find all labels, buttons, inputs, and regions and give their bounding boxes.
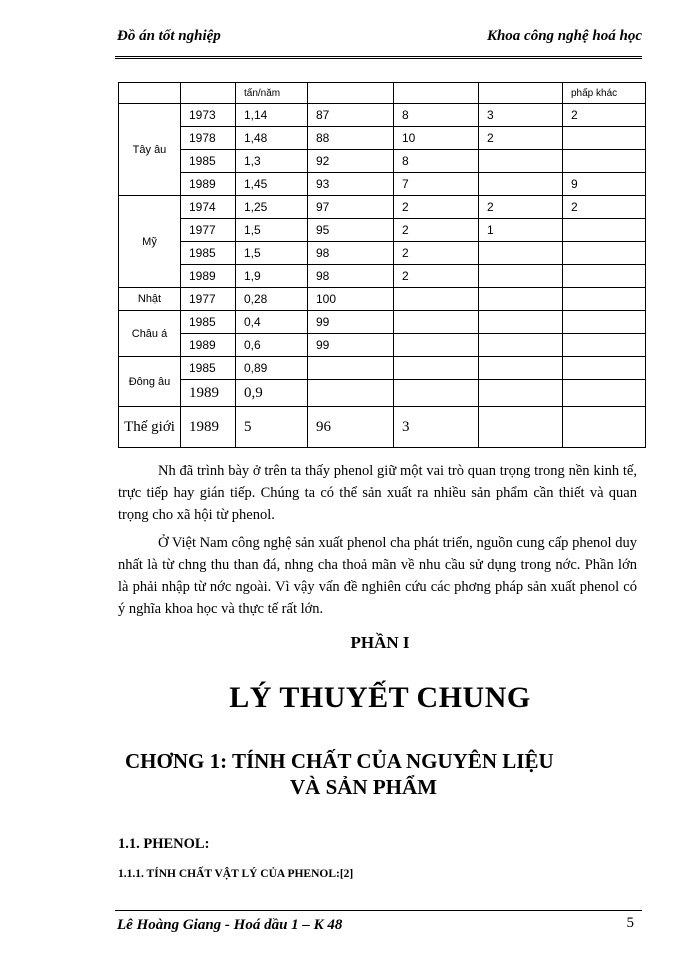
table-row xyxy=(119,380,646,407)
table-cell: 1989 xyxy=(181,407,236,448)
table-cell: 1,45 xyxy=(236,173,308,196)
table-cell: 3 xyxy=(394,407,479,448)
table-cell xyxy=(479,357,563,380)
table-cell: 2 xyxy=(394,196,479,219)
region-cell: Nhật xyxy=(119,288,181,311)
table-cell: 9 xyxy=(563,173,646,196)
table-cell: 0,4 xyxy=(236,311,308,334)
table-row xyxy=(119,242,646,265)
table-cell xyxy=(479,150,563,173)
table-cell: 5 xyxy=(236,407,308,448)
header-left: Đồ án tốt nghiệp xyxy=(117,28,221,44)
table-cell xyxy=(479,242,563,265)
table-cell: 1974 xyxy=(181,196,236,219)
table-cell: 99 xyxy=(308,311,394,334)
table-cell: 0,6 xyxy=(236,334,308,357)
subsection-heading: 1.1.1. TÍNH CHẤT VẬT LÝ CỦA PHENOL:[2] xyxy=(118,868,354,880)
table-cell: 1978 xyxy=(181,127,236,150)
table-row xyxy=(119,196,646,219)
table-cell: 2 xyxy=(563,104,646,127)
table-cell: 96 xyxy=(308,407,394,448)
region-cell: Châu á xyxy=(119,311,181,357)
table-cell: 1985 xyxy=(181,242,236,265)
table-cell xyxy=(479,380,563,407)
table-cell: 8 xyxy=(394,104,479,127)
table-cell: 3 xyxy=(479,104,563,127)
part-heading: PHẦN I xyxy=(350,633,410,652)
table-cell xyxy=(563,150,646,173)
table-row xyxy=(119,83,646,104)
table-cell xyxy=(394,83,479,104)
table-cell xyxy=(563,219,646,242)
region-cell: Tây âu xyxy=(119,104,181,196)
table-cell: 95 xyxy=(308,219,394,242)
table-cell: 1989 xyxy=(181,265,236,288)
table-row xyxy=(119,219,646,242)
header-right: Khoa công nghệ hoá học xyxy=(486,28,642,44)
chapter-line-2: VÀ SẢN PHẨM xyxy=(290,775,437,799)
table-cell: 0,89 xyxy=(236,357,308,380)
table-row xyxy=(119,173,646,196)
table-row xyxy=(119,357,646,380)
table-cell: 1 xyxy=(479,219,563,242)
region-cell: Thế giới xyxy=(119,407,181,448)
table-cell: 87 xyxy=(308,104,394,127)
table-cell: 1,3 xyxy=(236,150,308,173)
table-cell: 2 xyxy=(479,196,563,219)
table-cell xyxy=(563,357,646,380)
table-cell: 1977 xyxy=(181,288,236,311)
table-cell xyxy=(563,334,646,357)
table-cell: 1973 xyxy=(181,104,236,127)
paragraph-2: Ở Việt Nam công nghệ sản xuất phenol cha phát triển, nguồn cung cấp phenol duy nhất là từ chng thu than đá, nhng cha thoả mãn về nhu cầu sử dụng trong nớc. Phần lớn là phải nhập từ nớc ngoài. Vì vậy vấn đề nghiên cứu các phơng pháp sản xuất phenol có ý nghĩa khoa học và thực tế rất lớn. xyxy=(118,535,637,617)
table-cell: 8 xyxy=(394,150,479,173)
table-cell xyxy=(563,127,646,150)
table-row xyxy=(119,334,646,357)
table-cell xyxy=(308,83,394,104)
table-cell xyxy=(563,380,646,407)
region-cell: Mỹ xyxy=(119,196,181,288)
table-cell: 97 xyxy=(308,196,394,219)
table-cell: 2 xyxy=(394,265,479,288)
table-cell xyxy=(119,83,181,104)
table-cell: 100 xyxy=(308,288,394,311)
footer-left: Lê Hoàng Giang - Hoá dầu 1 – K 48 xyxy=(117,917,343,933)
table-cell: 10 xyxy=(394,127,479,150)
paragraph-1: Nh đã trình bày ở trên ta thấy phenol giữ một vai trò quan trọng trong nền kinh tế, trực tiếp hay gián tiếp. Chúng ta có thể sản xuất ra nhiều sản phẩm cần thiết và quan trọng cho xã hội từ phenol. xyxy=(118,463,637,523)
table-cell: 2 xyxy=(394,219,479,242)
table-row xyxy=(119,288,646,311)
table-cell: 1985 xyxy=(181,311,236,334)
table-cell: 98 xyxy=(308,265,394,288)
table-cell xyxy=(479,407,563,448)
table-cell xyxy=(394,311,479,334)
table-cell: 1977 xyxy=(181,219,236,242)
table-row xyxy=(119,127,646,150)
table-cell: tấn/năm xyxy=(236,83,308,104)
header-divider-2 xyxy=(115,58,642,59)
table-cell: 1,25 xyxy=(236,196,308,219)
table-cell xyxy=(181,83,236,104)
table-cell: 0,28 xyxy=(236,288,308,311)
table-cell: 0,9 xyxy=(236,380,308,407)
table-cell: 99 xyxy=(308,334,394,357)
table-cell: 2 xyxy=(563,196,646,219)
table-cell xyxy=(479,311,563,334)
table-cell: 1,5 xyxy=(236,219,308,242)
table-cell xyxy=(563,242,646,265)
section-heading: 1.1. PHENOL: xyxy=(118,836,210,852)
table-row xyxy=(119,104,646,127)
table-cell xyxy=(308,380,394,407)
region-cell: Đông âu xyxy=(119,357,181,407)
table-cell: 1,14 xyxy=(236,104,308,127)
header-divider xyxy=(115,56,642,57)
table-cell xyxy=(394,380,479,407)
table-cell: 2 xyxy=(394,242,479,265)
table-cell: 93 xyxy=(308,173,394,196)
phenol-production-table xyxy=(118,82,646,448)
table-cell: 98 xyxy=(308,242,394,265)
main-title: LÝ THUYẾT CHUNG xyxy=(229,681,531,714)
table-cell xyxy=(479,173,563,196)
table-cell: 1989 xyxy=(181,380,236,407)
table-cell xyxy=(479,83,563,104)
table-cell xyxy=(394,357,479,380)
table-row xyxy=(119,407,646,448)
table-cell: 1989 xyxy=(181,334,236,357)
table-row xyxy=(119,150,646,173)
table-cell xyxy=(479,265,563,288)
table-cell: 2 xyxy=(479,127,563,150)
chapter-line-1: CHƠNG 1: TÍNH CHẤT CỦA NGUYÊN LIỆU xyxy=(125,749,554,773)
table-cell xyxy=(308,357,394,380)
table-cell xyxy=(479,334,563,357)
table-cell xyxy=(479,288,563,311)
table-cell xyxy=(563,311,646,334)
table-cell: phấp khác xyxy=(563,83,646,104)
table-cell: 1,9 xyxy=(236,265,308,288)
table-cell: 1985 xyxy=(181,150,236,173)
table-row xyxy=(119,265,646,288)
table-cell: 92 xyxy=(308,150,394,173)
page-number: 5 xyxy=(626,915,634,931)
footer-divider xyxy=(115,910,642,911)
table-cell xyxy=(563,407,646,448)
table-row xyxy=(119,311,646,334)
table-cell xyxy=(394,288,479,311)
table-cell: 88 xyxy=(308,127,394,150)
table-cell xyxy=(394,334,479,357)
table-cell xyxy=(563,288,646,311)
table-cell xyxy=(563,265,646,288)
table-cell: 1,48 xyxy=(236,127,308,150)
table-cell: 1,5 xyxy=(236,242,308,265)
table-cell: 1985 xyxy=(181,357,236,380)
chapter-heading xyxy=(125,748,645,800)
table-cell: 7 xyxy=(394,173,479,196)
table-cell: 1989 xyxy=(181,173,236,196)
